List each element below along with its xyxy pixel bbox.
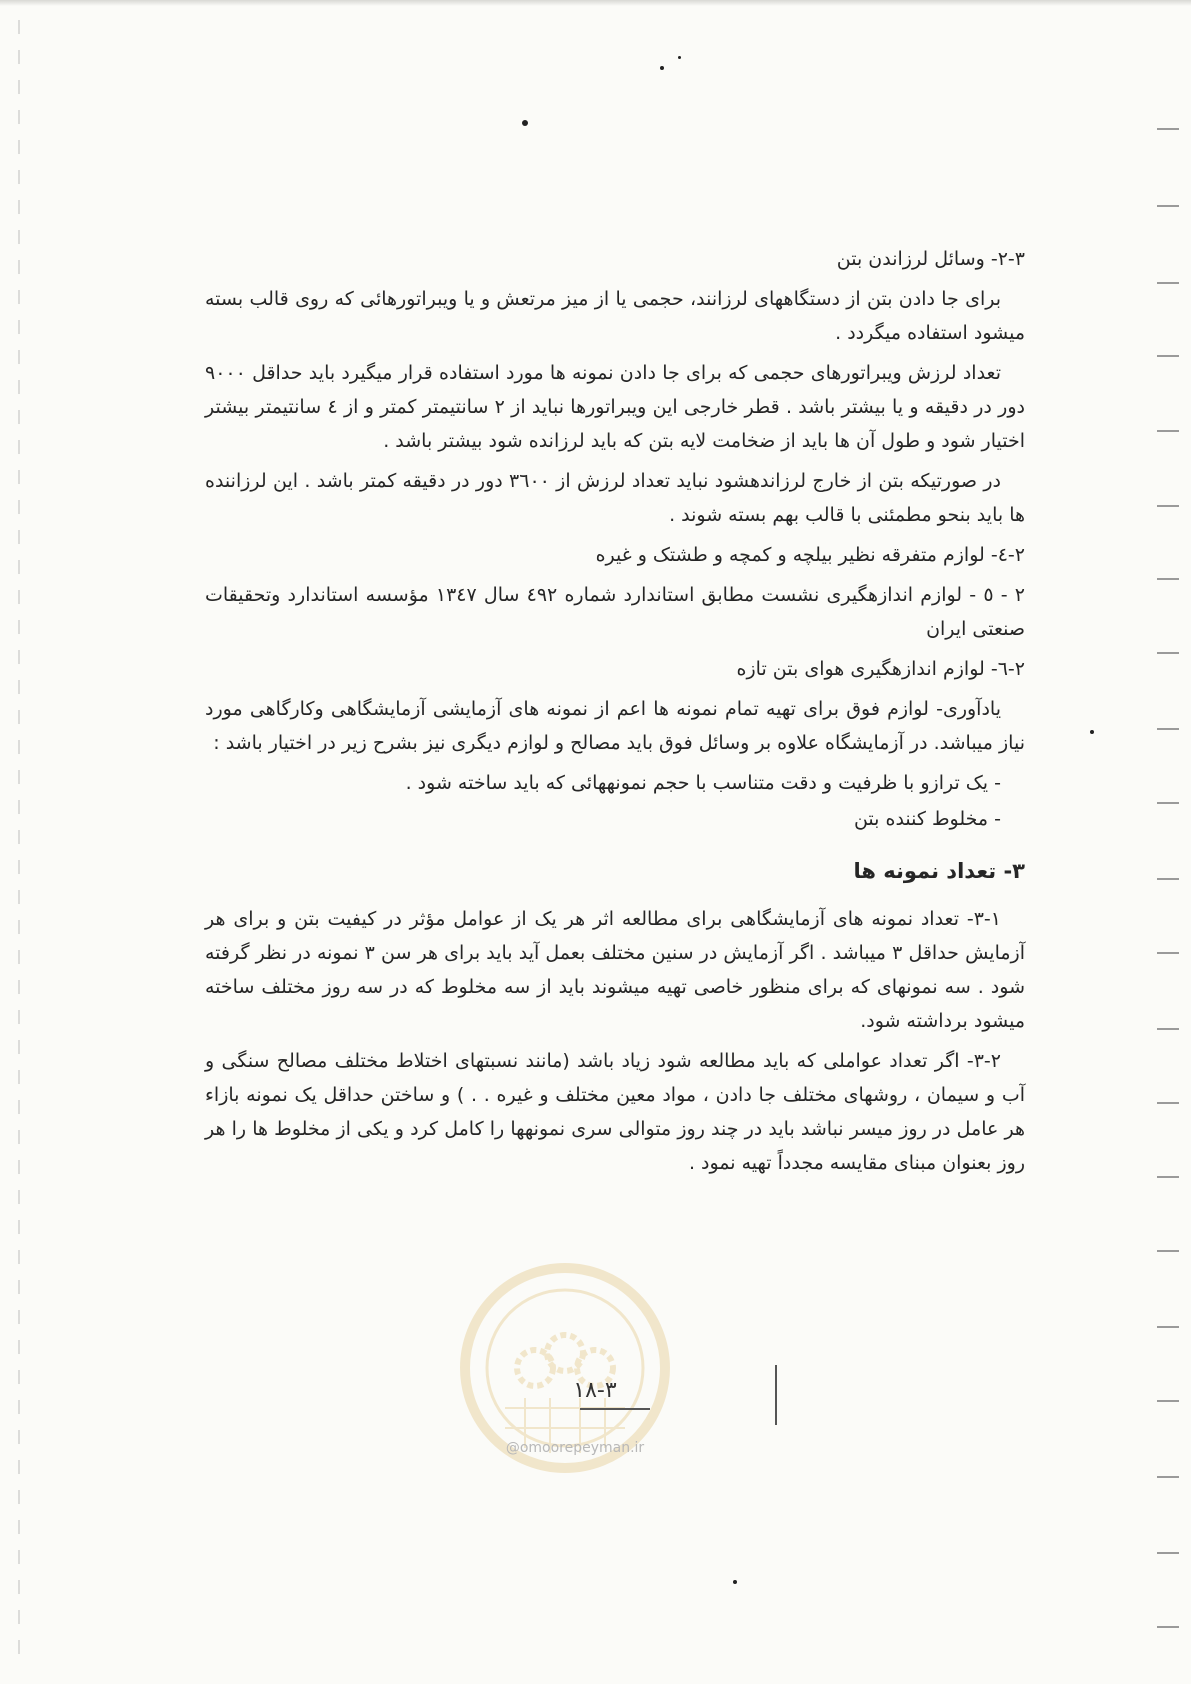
section-2-3-heading: ۲-۳- وسائل لرزاندن بتن <box>836 248 1025 270</box>
section-3-2-paragraph: ۳-۲- اگر تعداد عواملی که باید مطالعه شود زیاد باشد (مانند نسبتهای اختلاط مختلف مصالح سنگی و آب و سیمان ، روشهای مختلف جا دادن ، مواد معین مختلف و غیره . . ) و ساختن حداقل یک نمونه بازاء هر عامل در روز میسر نباشد باید در چند روز متوالی سری نمونهها را کامل کرد و یکی از مخلوط ها را هر روز بعنوان مبنای مقایسه مجدداً تهیه نمود . <box>205 1050 1025 1174</box>
margin-tick <box>1157 282 1179 284</box>
margin-tick <box>1157 1626 1179 1628</box>
document-body <box>205 242 1025 1186</box>
section-2-6-item: ۲-٦- لوازم اندازهگیری هوای بتن تازه <box>736 658 1025 680</box>
margin-tick <box>1157 1400 1179 1402</box>
section-2-3-paragraph-1: برای جا دادن بتن از دستگاههای لرزانند، حجمی یا از میز مرتعش و یا ویبراتورهائی که روی قالب بسته میشود استفاده میگردد . <box>205 288 1025 344</box>
margin-tick <box>1157 878 1179 880</box>
section-2-3-paragraph-2: تعداد لرزش ویبراتورهای حجمی که برای جا دادن نمونه ها مورد استفاده قرار میگیرد باید حداقل ۹۰۰۰ دور در دقیقه و یا بیشتر باشد . قطر خارجی این ویبراتورها نباید از ۲ سانتیمتر کمتر و از ٤ سانتیمتر بیشتر اختیار شود و طول آن ها باید از ضخامت لایه بتن که باید لرزانده شود بیشتر باشد . <box>205 362 1025 452</box>
scan-speck <box>660 66 664 70</box>
section-3-title: ۳- تعداد نمونه ها <box>853 859 1025 883</box>
margin-tick <box>1157 1250 1179 1252</box>
margin-tick <box>1157 430 1179 432</box>
margin-tick <box>1157 128 1179 130</box>
margin-tick <box>1157 205 1179 207</box>
section-2-4-item: ۲-٤- لوازم متفرقه نظیر بیلچه و کمچه و طشتک و غیره <box>595 544 1025 566</box>
margin-tick <box>1157 1552 1179 1554</box>
margin-tick <box>1157 578 1179 580</box>
scan-left-edge <box>18 20 20 1660</box>
scan-speck <box>522 120 528 126</box>
reminder-paragraph: یادآوری- لوازم فوق برای تهیه تمام نمونه ها اعم از نمونه های آزمایشی آزمایشگاهی وکارگاهی مورد نیاز میباشد. در آزمایشگاه علاوه بر وسائل فوق باید مصالح و لوازم دیگری نیز بشرح زیر در اختیار باشد : <box>205 698 1025 754</box>
page-number: ۱۸-۳ <box>573 1378 617 1403</box>
margin-tick <box>1157 1326 1179 1328</box>
margin-tick <box>1157 802 1179 804</box>
margin-tick <box>1157 1476 1179 1478</box>
right-margin-ticks <box>1151 0 1191 1684</box>
watermark-site-text: @omoorepeyman.ir <box>505 1440 645 1456</box>
page-number-underline <box>580 1408 650 1410</box>
pen-mark <box>775 1365 777 1425</box>
margin-tick <box>1157 1176 1179 1178</box>
scan-speck <box>1090 730 1094 734</box>
section-2-3-paragraph-3: در صورتیکه بتن از خارج لرزاندهشود نباید تعداد لرزش از ۳٦۰۰ دور در دقیقه کمتر باشد . این لرزاننده ها باید بنحو مطمئنی با قالب بهم بسته شوند . <box>205 470 1025 526</box>
margin-tick <box>1157 952 1179 954</box>
margin-tick <box>1157 1102 1179 1104</box>
scan-speck <box>678 56 681 59</box>
margin-tick <box>1157 355 1179 357</box>
scan-speck <box>733 1580 737 1584</box>
bullet-mixer: - مخلوط کننده بتن <box>853 808 1001 830</box>
section-3-1-paragraph: ۳-۱- تعداد نمونه های آزمایشگاهی برای مطالعه اثر هر یک از عوامل مؤثر در کیفیت بتن و برای هر آزمایش حداقل ۳ میباشد . اگر آزمایش در سنین مختلف بعمل آید باید برای هر سن ۳ نمونه در نظر گرفته شود . سه نمونهای که برای منظور خاصی تهیه میشوند باید از سه مخلوط که در سه روز مختلف ساخته میشود برداشته شود. <box>205 908 1025 1032</box>
bullet-scale: - یک ترازو با ظرفیت و دقت متناسب با حجم نمونههائی که باید ساخته شود . <box>405 772 1001 794</box>
margin-tick <box>1157 652 1179 654</box>
margin-tick <box>1157 505 1179 507</box>
section-2-5-item: ۲ - ٥ - لوازم اندازهگیری نشست مطابق استاندارد شماره ٤۹۲ سال ۱۳٤۷ مؤسسه استاندارد وتحقیقات صنعتی ایران <box>205 584 1026 640</box>
margin-tick <box>1157 728 1179 730</box>
scan-top-edge <box>0 0 1191 6</box>
margin-tick <box>1157 1028 1179 1030</box>
